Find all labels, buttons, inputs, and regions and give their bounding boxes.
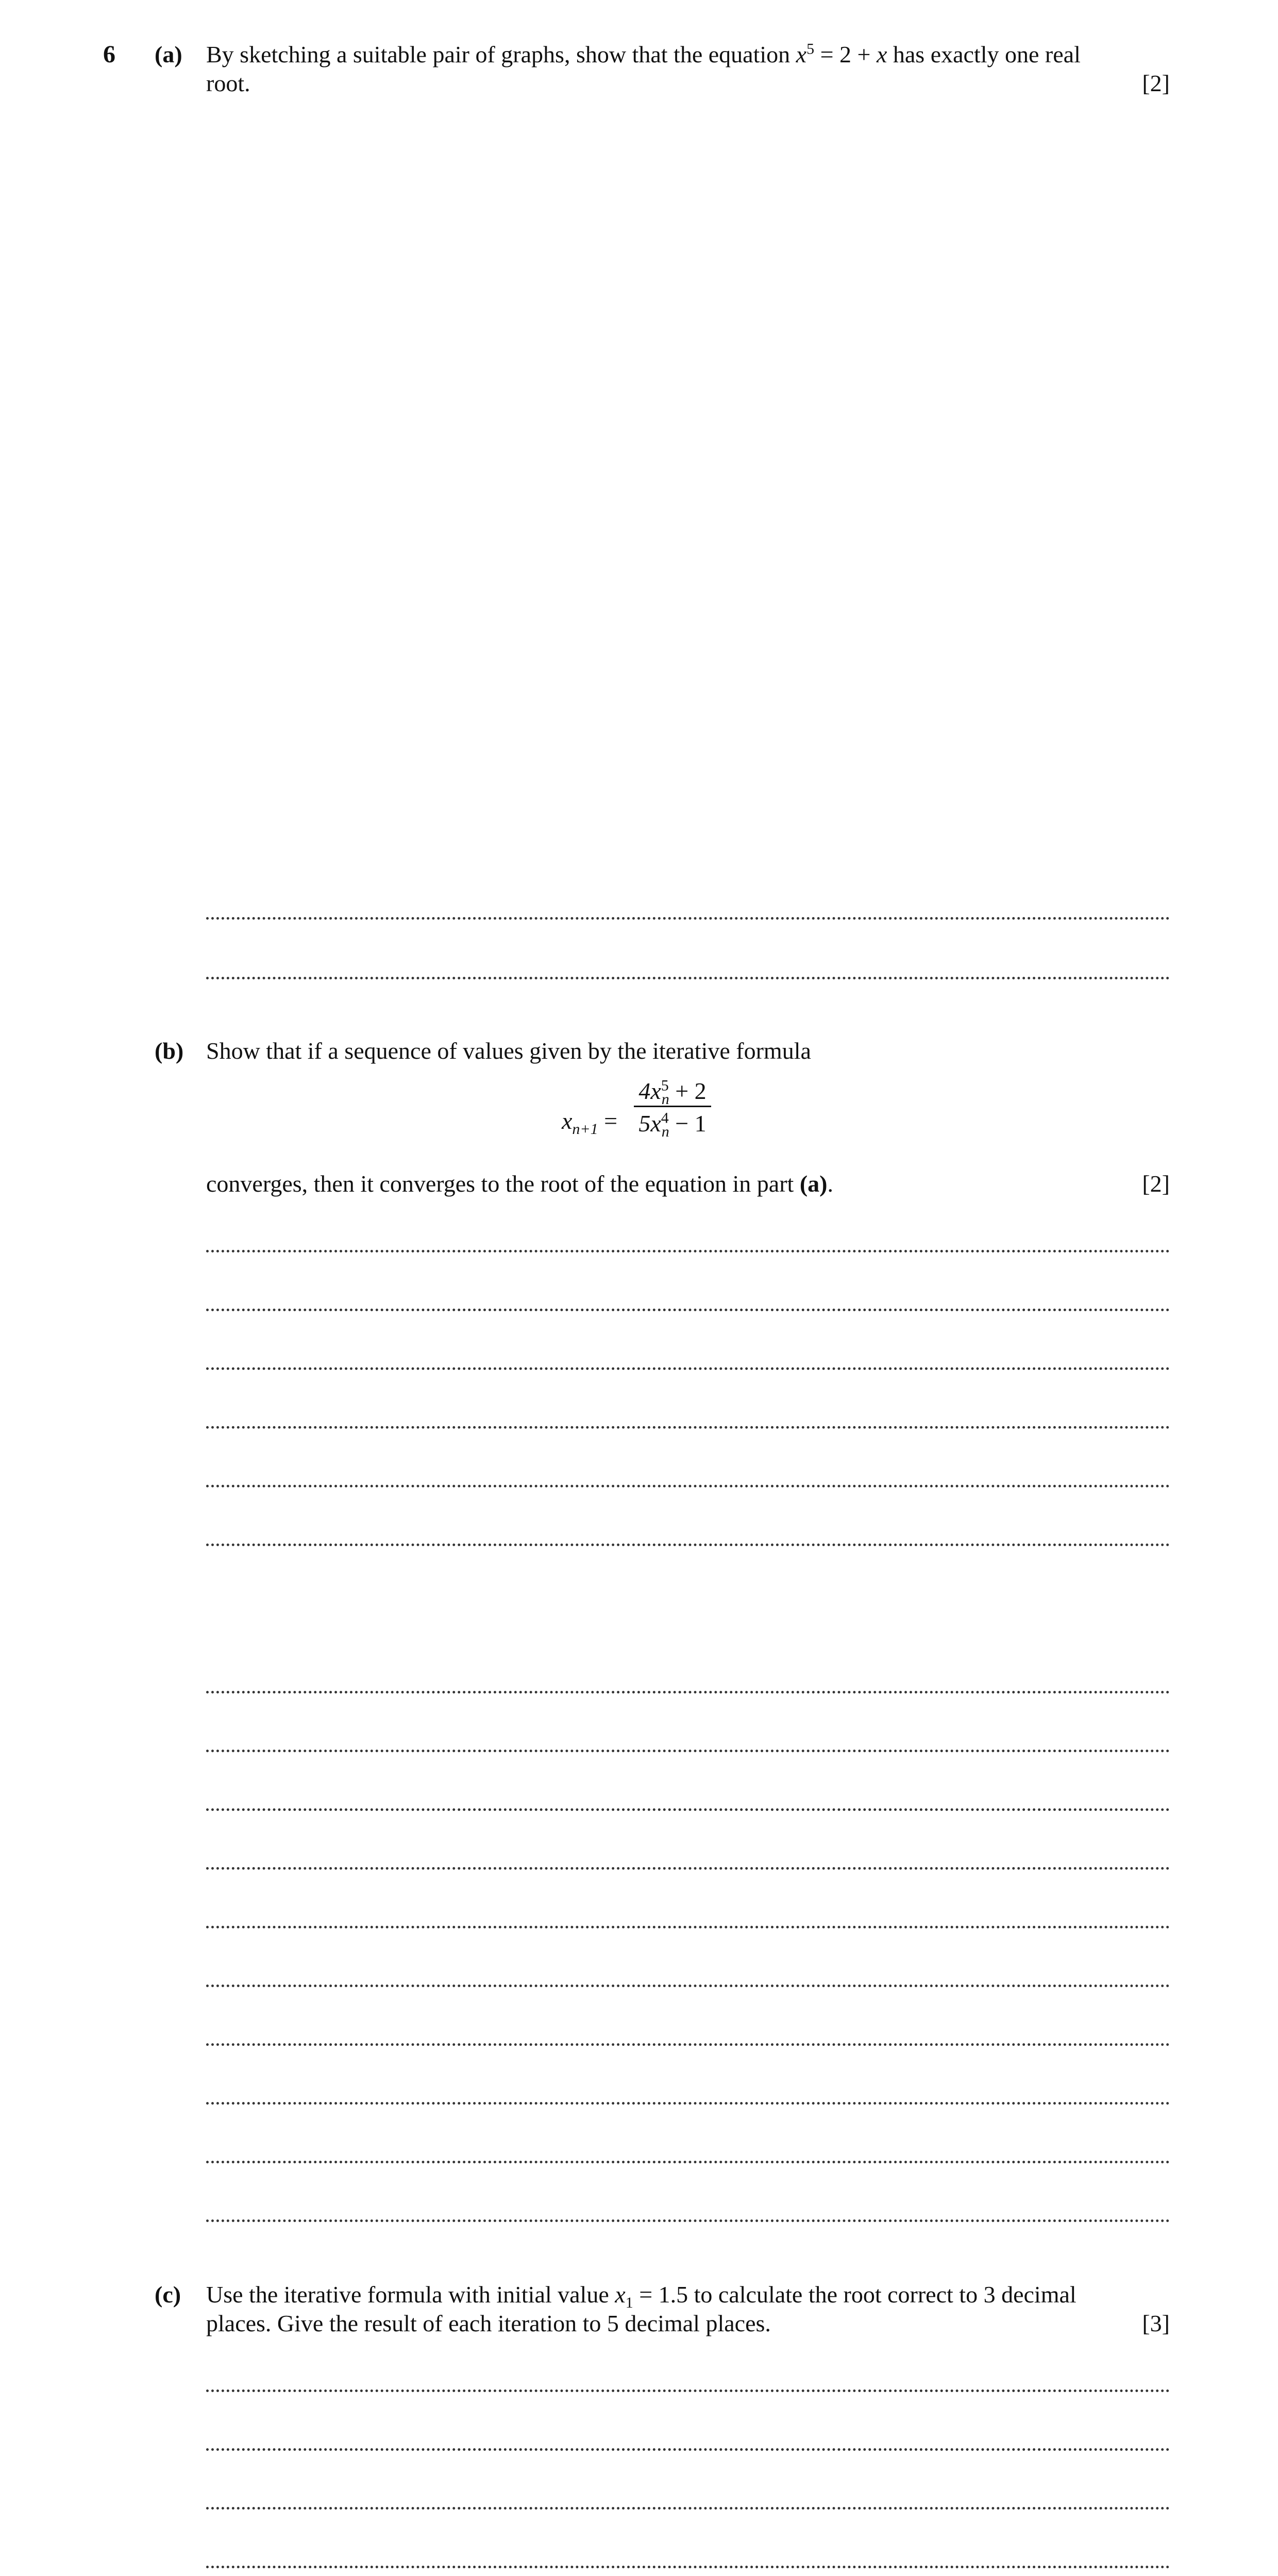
answer-line[interactable]	[206, 1426, 1170, 1429]
answer-line[interactable]	[206, 2566, 1170, 2568]
formula-lhs	[562, 1107, 617, 1136]
answer-line[interactable]	[206, 2219, 1170, 2222]
denominator-constant: − 1	[669, 1110, 707, 1137]
part-a-marks: [2]	[1142, 70, 1170, 96]
question-number: 6	[103, 41, 115, 68]
part-a-line-2: root.	[206, 70, 250, 96]
numerator-constant: + 2	[669, 1078, 707, 1104]
part-b-marks: [2]	[1142, 1171, 1170, 1197]
part-b-label: (b)	[155, 1038, 184, 1064]
part-b-period: .	[827, 1171, 833, 1197]
formula-lhs-x: x	[562, 1108, 573, 1134]
answer-line[interactable]	[206, 1985, 1170, 1987]
part-a-text-post: has exactly one real	[893, 41, 1081, 67]
part-c-line-2: places. Give the result of each iteration to 5 decimal places.	[206, 2310, 771, 2336]
part-a-line-1	[206, 40, 1170, 69]
answer-line[interactable]	[206, 1485, 1170, 1487]
answer-line[interactable]	[206, 2043, 1170, 2046]
part-c-x1: x	[615, 2281, 626, 2308]
answer-line[interactable]	[206, 2102, 1170, 2105]
part-a-eq-rest: = 2 +	[814, 41, 877, 67]
answer-line[interactable]	[206, 977, 1170, 979]
formula-equals: =	[604, 1108, 618, 1134]
part-b-intro: Show that if a sequence of values given by the iterative formula	[206, 1038, 811, 1064]
answer-line[interactable]	[206, 1367, 1170, 1370]
part-b-ref: (a)	[799, 1171, 828, 1197]
answer-line[interactable]	[206, 2389, 1170, 2392]
answer-line[interactable]	[206, 2507, 1170, 2510]
part-b-conclusion-text: converges, then it converges to the root of the equation in part	[206, 1171, 800, 1197]
answer-line[interactable]	[206, 1750, 1170, 1752]
numerator-power: 5	[661, 1077, 669, 1094]
part-c-marks: [3]	[1142, 2310, 1170, 2336]
part-b-conclusion	[206, 1170, 833, 1198]
part-c-text-pre: Use the iterative formula with initial value	[206, 2281, 609, 2308]
answer-line[interactable]	[206, 1250, 1170, 1252]
answer-line[interactable]	[206, 1309, 1170, 1311]
part-c-line-1	[206, 2280, 1077, 2312]
formula-denominator	[634, 1106, 711, 1141]
part-c-x1-sub: 1	[625, 2294, 633, 2312]
part-a-label: (a)	[155, 41, 182, 67]
numerator-term: 4x	[638, 1078, 661, 1104]
denominator-term: 5x	[638, 1110, 661, 1137]
denominator-sub: n	[661, 1123, 669, 1141]
answer-line[interactable]	[206, 1926, 1170, 1928]
formula-fraction	[634, 1077, 711, 1141]
part-a-eq-power: 5	[806, 40, 815, 58]
part-a-eq-x: x	[796, 41, 807, 67]
denominator-power: 4	[661, 1109, 669, 1127]
part-c-label: (c)	[155, 2281, 181, 2308]
part-a-text-pre: By sketching a suitable pair of graphs, show that the equation	[206, 41, 791, 67]
answer-line[interactable]	[206, 1808, 1170, 1811]
numerator-sub: n	[661, 1091, 669, 1108]
formula-numerator	[634, 1077, 711, 1106]
formula-lhs-sub: n+1	[572, 1121, 598, 1138]
answer-line[interactable]	[206, 2448, 1170, 2451]
part-a-eq-x2: x	[876, 41, 887, 67]
answer-line[interactable]	[206, 1691, 1170, 1693]
answer-line[interactable]	[206, 2161, 1170, 2163]
answer-line[interactable]	[206, 1544, 1170, 1546]
part-c-text-post: = 1.5 to calculate the root correct to 3 decimal	[633, 2281, 1077, 2308]
answer-line[interactable]	[206, 1867, 1170, 1870]
answer-line[interactable]	[206, 917, 1170, 920]
